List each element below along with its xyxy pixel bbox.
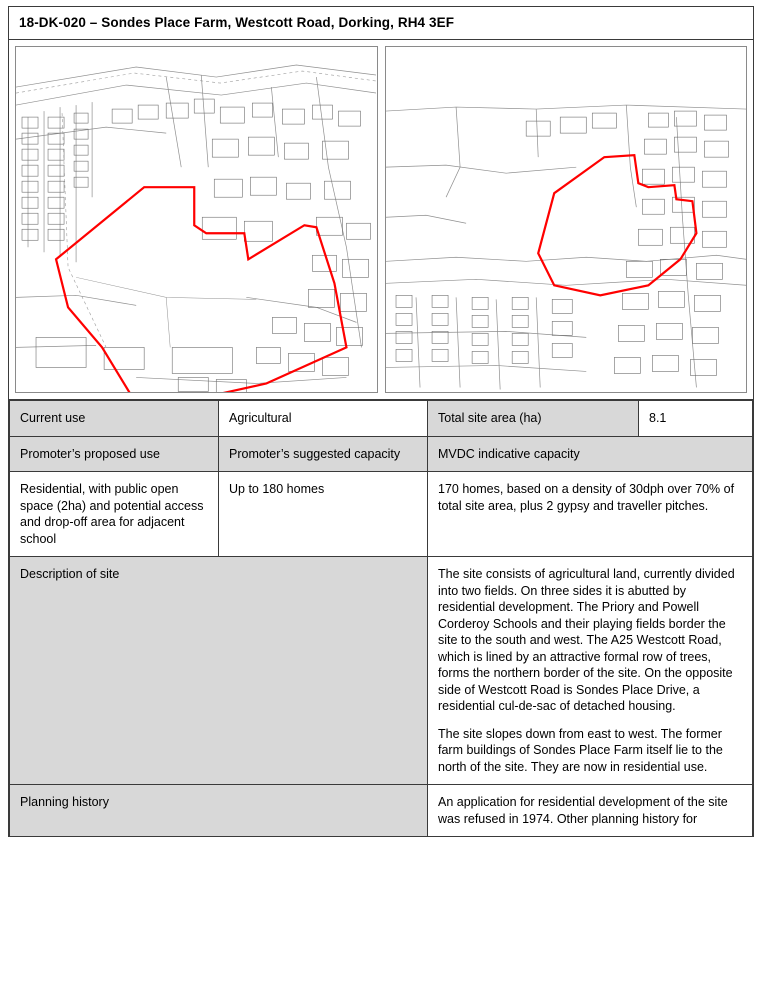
promoter-proposed-use-label: Promoter’s proposed use xyxy=(10,436,219,472)
planning-history-value: An application for residential development of the site was refused in 1974. Other planning history for xyxy=(428,785,753,837)
mvdc-indicative-capacity-label: MVDC indicative capacity xyxy=(428,436,753,472)
ordnance-map-graphic xyxy=(16,47,376,392)
table-row-description xyxy=(10,557,753,785)
mvdc-indicative-capacity-value: 170 homes, based on a density of 30dph over 70% of total site area, plus 2 gypsy and traveller pitches. xyxy=(428,472,753,557)
total-site-area-value: 8.1 xyxy=(639,401,753,437)
table-row-planning-history xyxy=(10,785,753,837)
maps-row xyxy=(9,40,753,400)
description-paragraph-2: The site slopes down from east to west. The former farm buildings of Sondes Place Farm itself lie to the north of the site. They are now in residential use. xyxy=(438,726,723,774)
promoter-proposed-use-value: Residential, with public open space (2ha) and potential access and drop-off area for adjacent school xyxy=(10,472,219,557)
page-title: 18-DK-020 – Sondes Place Farm, Westcott Road, Dorking, RH4 3EF xyxy=(9,7,753,40)
aerial-map-graphic xyxy=(386,47,746,392)
site-details-table xyxy=(9,400,753,837)
description-paragraph-1: The site consists of agricultural land, currently divided into two fields. On three sides it is abutted by residential development. The Priory and Powell Corderoy Schools and their playing fields border the site to the south and west. The A25 Westcott Road, which is lined by an attractive formal row of trees, forms the northern border of the site. On the opposite side of Westcott Road is Sondes Place Drive, a residential cul-de-sac of detached housing. xyxy=(438,567,735,713)
promoter-suggested-capacity-label: Promoter’s suggested capacity xyxy=(219,436,428,472)
site-location-map-ordnance[interactable] xyxy=(15,46,378,393)
promoter-suggested-capacity-value: Up to 180 homes xyxy=(219,472,428,557)
table-row-current-use xyxy=(10,401,753,437)
site-assessment-sheet xyxy=(8,6,754,837)
current-use-label: Current use xyxy=(10,401,219,437)
table-row-capacity-values xyxy=(10,472,753,557)
current-use-value: Agricultural xyxy=(219,401,428,437)
site-location-map-aerial[interactable] xyxy=(385,46,748,393)
description-of-site-value xyxy=(428,557,753,785)
description-of-site-label: Description of site xyxy=(10,557,428,785)
planning-history-label: Planning history xyxy=(10,785,428,837)
table-row-capacity-headers xyxy=(10,436,753,472)
total-site-area-label: Total site area (ha) xyxy=(428,401,639,437)
